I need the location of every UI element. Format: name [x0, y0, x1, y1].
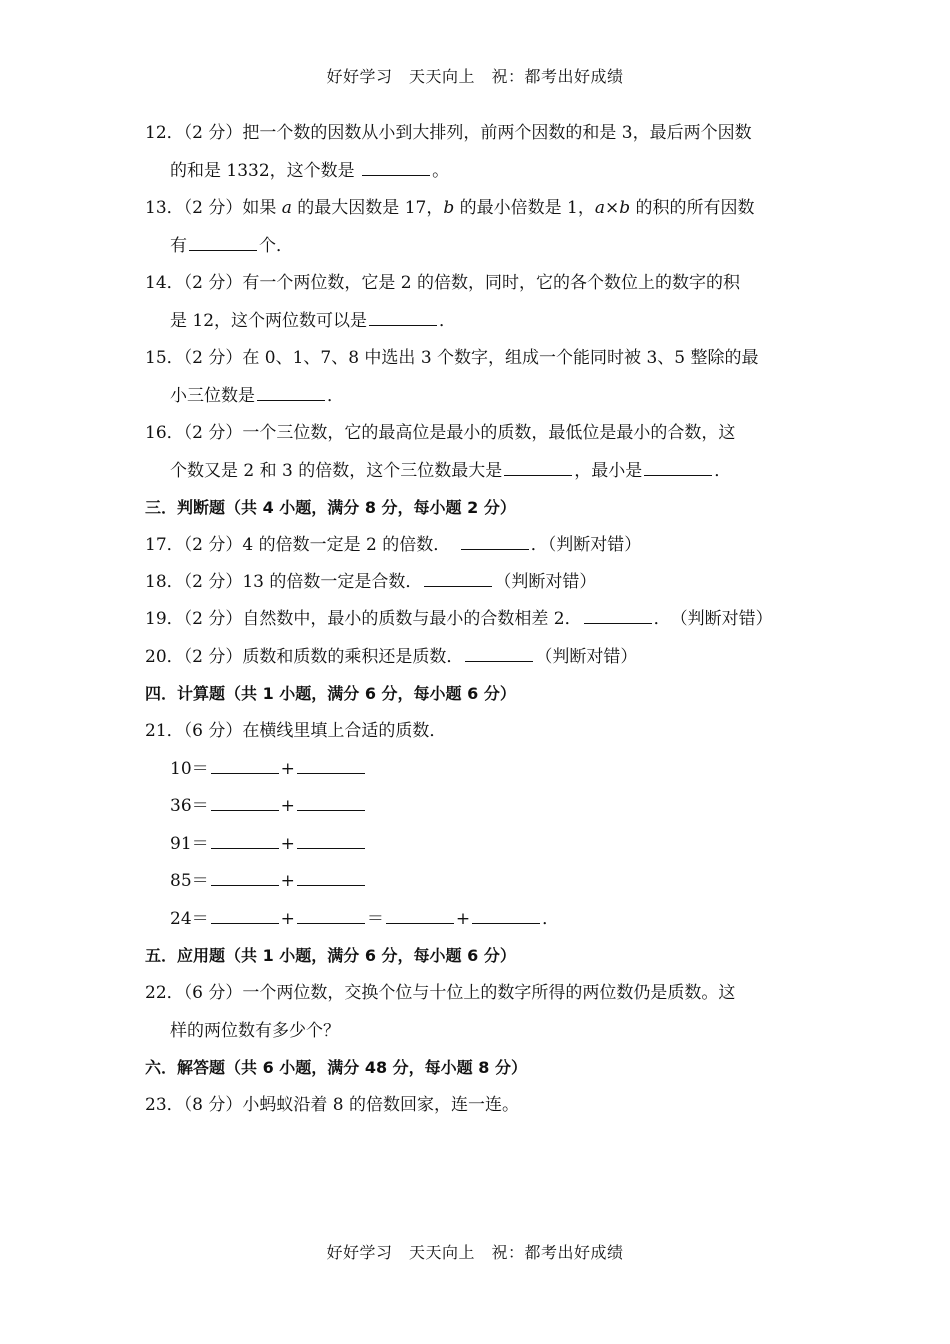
q13-var-a2: a: [594, 198, 606, 218]
eq2-blank-b: [297, 794, 365, 811]
q21-eq1: [170, 757, 367, 781]
q21-title: 21．（6 分）在横线里填上合适的质数．: [145, 721, 447, 741]
eq5-left: 24＝: [170, 909, 209, 929]
eq5-plus-1: +: [280, 909, 295, 929]
eq5-plus-2: +: [455, 909, 471, 929]
eq1-blank-b: [297, 757, 365, 774]
q14-blank: [369, 309, 437, 326]
eq3-plus: +: [280, 834, 295, 854]
q13-var-a: a: [281, 198, 292, 218]
eq5-blank-a: [211, 907, 279, 924]
q20-blank: [465, 645, 533, 662]
eq5-equals: ＝: [366, 909, 384, 929]
q16-end: ．: [714, 461, 732, 481]
q17-text: 17．（2 分）4 的倍数一定是 2 的倍数．: [145, 535, 459, 555]
eq5-blank-b: [297, 907, 365, 924]
q23-line: 23．（8 分）小蚂蚁沿着 8 的倍数回家，连一连。: [145, 1095, 519, 1115]
q16-text: 个数又是 2 和 3 的倍数，这个三位数最大是: [170, 461, 503, 481]
eq4-plus: +: [280, 871, 295, 891]
q21-eq4: [170, 869, 367, 893]
q13-times: ×: [605, 198, 620, 218]
eq5-end: ．: [542, 909, 560, 929]
q17-hint: ．（判断对错）: [530, 535, 642, 555]
q21-eq5: [170, 907, 559, 931]
q15-text: 小三位数是: [170, 386, 255, 406]
eq2-left: 36＝: [170, 796, 209, 816]
q21-eq2: [170, 794, 367, 818]
q12-line1: 12．（2 分）把一个数的因数从小到大排列，前两个因数的和是 3，最后两个因数: [145, 123, 752, 143]
q12-text: 的和是 1332，这个数是: [170, 161, 361, 181]
q18-text: 18．（2 分）13 的倍数一定是合数．: [145, 572, 423, 592]
q19-blank: [584, 607, 652, 624]
q22-line1: 22．（6 分）一个两位数，交换个位与十位上的数字所得的两位数仍是质数。这: [145, 983, 736, 1003]
section-6-heading: 六．解答题（共 6 小题，满分 48 分，每小题 8 分）: [145, 1058, 527, 1077]
q16-line1: 16．（2 分）一个三位数，它的最高位是最小的质数，最低位是最小的合数，这: [145, 423, 736, 443]
q12-line2: [170, 159, 449, 183]
q16-line2: [170, 459, 731, 483]
eq3-blank-a: [211, 832, 279, 849]
q16-blank-min: [644, 459, 712, 476]
q15-line1: 15．（2 分）在 0、1、7、8 中选出 3 个数字，组成一个能同时被 3、5 整除的最: [145, 348, 759, 368]
q16-text2: ，最小是: [574, 461, 643, 481]
section-5-heading: 五．应用题（共 1 小题，满分 6 分，每小题 6 分）: [145, 946, 516, 965]
q17-blank: [461, 533, 529, 550]
q16-blank-max: [504, 459, 572, 476]
q12-end: 。: [432, 161, 450, 181]
q13-t5: 有: [170, 236, 187, 256]
q21-eq3: [170, 832, 367, 856]
q14-line1: 14．（2 分）有一个两位数，它是 2 的倍数，同时，它的各个数位上的数字的积: [145, 273, 740, 293]
eq3-blank-b: [297, 832, 365, 849]
eq2-plus: +: [280, 796, 295, 816]
q14-line2: [170, 309, 456, 333]
q20-line: [145, 645, 637, 669]
q15-line2: [170, 384, 344, 408]
q13-t4: 的积的所有因数: [630, 198, 755, 218]
q15-end: ．: [327, 386, 344, 406]
q18-hint: （判断对错）: [494, 572, 597, 592]
section-4-heading: 四．计算题（共 1 小题，满分 6 分，每小题 6 分）: [145, 684, 516, 703]
eq1-left: 10＝: [170, 759, 209, 779]
q12-blank: [362, 159, 430, 176]
q20-hint: （判断对错）: [535, 647, 638, 667]
eq1-blank-a: [211, 757, 279, 774]
q13-t3: 的最小倍数是 1，: [454, 198, 595, 218]
section-3-heading: 三．判断题（共 4 小题，满分 8 分，每小题 2 分）: [145, 498, 516, 517]
page-footer: 好好学习 天天向上 祝：都考出好成绩: [326, 1243, 624, 1262]
eq2-blank-a: [211, 794, 279, 811]
q14-text: 是 12，这个两位数可以是: [170, 311, 368, 331]
eq1-plus: +: [280, 759, 295, 779]
q13-t1: 13．（2 分）如果: [145, 198, 282, 218]
q19-hint: ． （判断对错）: [653, 609, 773, 629]
q17-line: [145, 533, 641, 557]
q22-line2: 样的两位数有多少个？: [170, 1021, 340, 1041]
eq4-blank-a: [211, 869, 279, 886]
page-header: 好好学习 天天向上 祝：都考出好成绩: [326, 67, 624, 86]
eq3-left: 91＝: [170, 834, 209, 854]
q13-blank: [189, 234, 257, 251]
q13-t6: 个．: [259, 236, 293, 256]
q15-blank: [257, 384, 325, 401]
q13-line2: [170, 234, 293, 258]
eq5-blank-c: [386, 907, 454, 924]
q19-line: [145, 607, 773, 631]
q13-t2: 的最大因数是 17，: [291, 198, 444, 218]
eq4-blank-b: [297, 869, 365, 886]
q18-line: [145, 570, 596, 594]
q13-var-b: b: [443, 198, 455, 218]
q20-text: 20．（2 分）质数和质数的乘积还是质数．: [145, 647, 464, 667]
eq4-left: 85＝: [170, 871, 209, 891]
q13-line1: [145, 196, 755, 220]
q19-text: 19．（2 分）自然数中，最小的质数与最小的合数相差 2．: [145, 609, 582, 629]
eq5-blank-d: [472, 907, 540, 924]
q18-blank: [424, 570, 492, 587]
q14-end: ．: [439, 311, 457, 331]
q13-var-b2: b: [619, 198, 631, 218]
